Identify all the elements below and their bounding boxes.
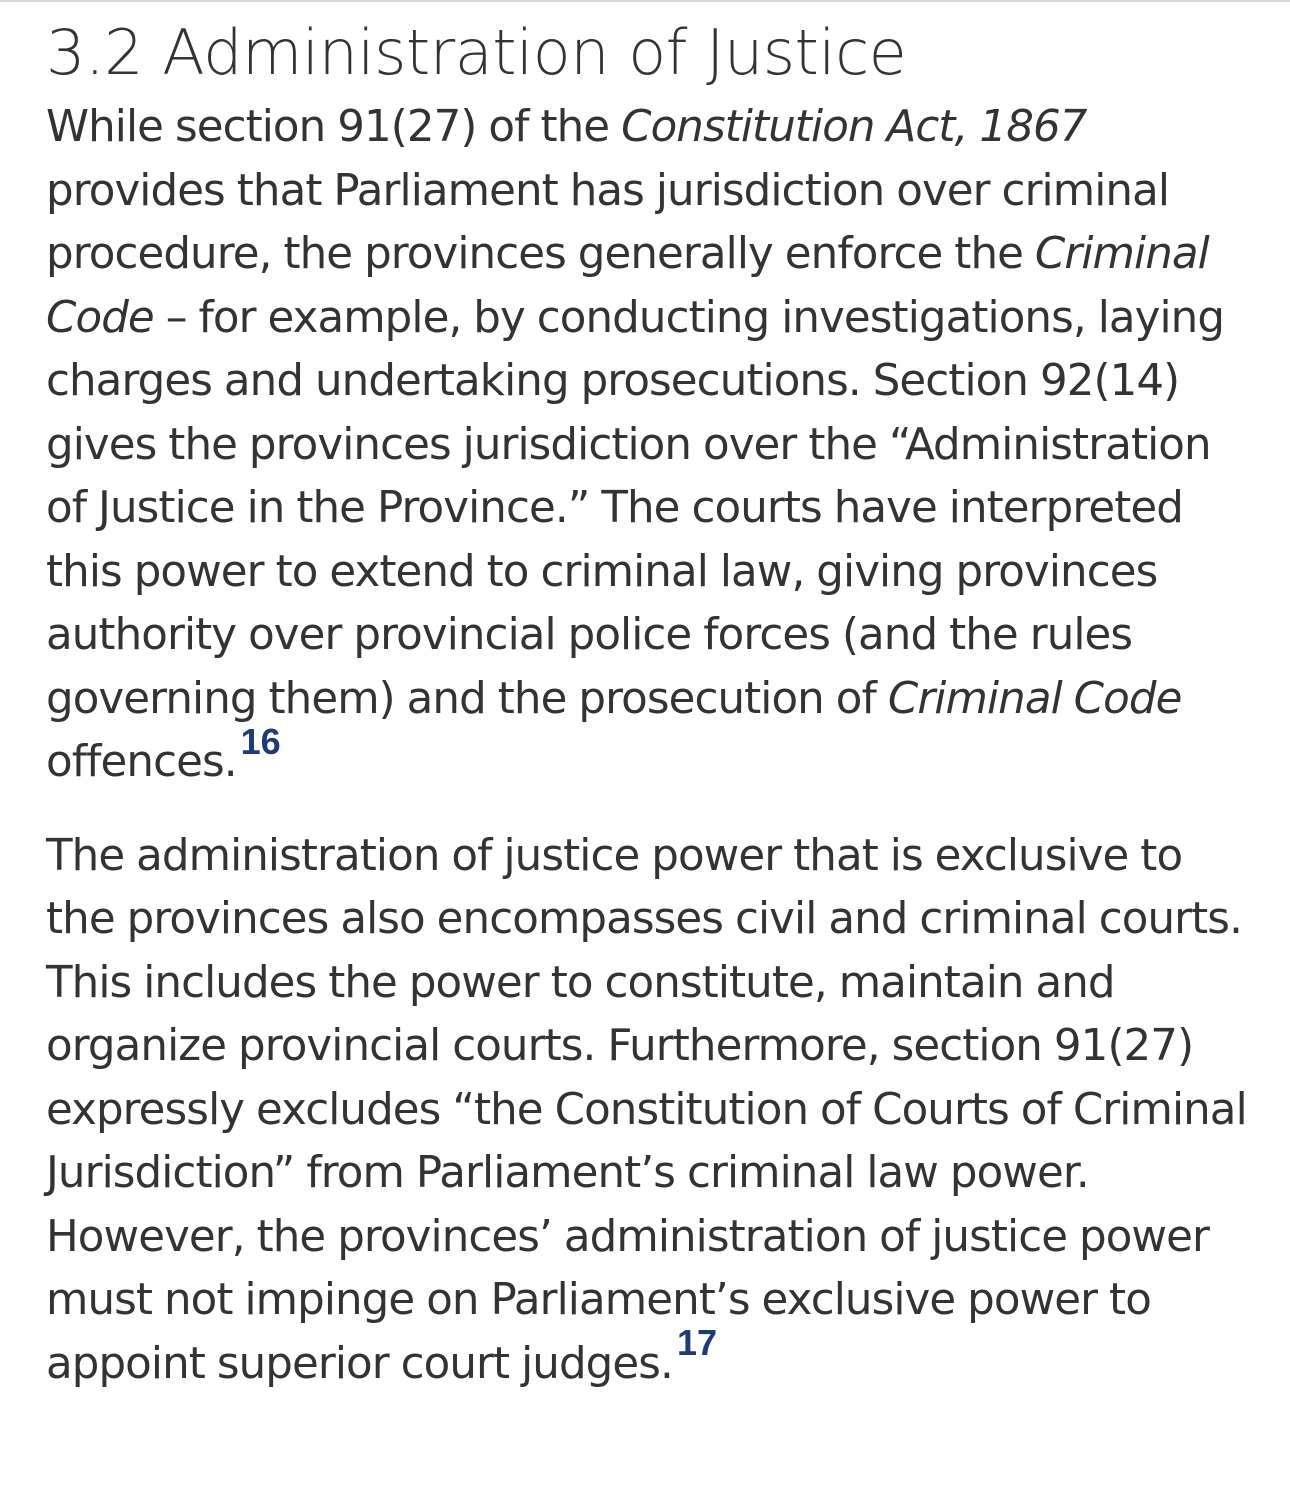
article-section — [46, 14, 1261, 1396]
paragraph-2-text: The administration of justice power that is exclusive to the provinces also encompasses civil and criminal courts. This includes the power to constitute, maintain and organize provincial courts. Furthermore, section 91(27) expressly excludes “the Constitution of Courts of Criminal Jurisdiction” from Parliament’s criminal law power. However, the provinces’ administration of justice power must not impinge on Parliament’s exclusive power to appoint superior court judges. — [46, 830, 1247, 1389]
paragraph-1-text-b: provides that Parliament has jurisdiction over criminal procedure, the provinces generally enforce the — [46, 165, 1170, 279]
act-title: Constitution Act, 1867 — [621, 102, 1087, 152]
criminal-code-title: Criminal Code — [46, 229, 1209, 343]
criminal-code-title-2: Criminal Code — [887, 673, 1182, 724]
paragraph-1-text-c: – for example, by conducting investigations, laying charges and undertaking prosecutions. Section 92(14) gives the provinces jurisdiction over the “Administration of Justice in the Province.” The courts have interpreted this power to extend to criminal law, giving provinces authority over provincial police forces (and the rules governing them) and the prosecution of — [46, 292, 1225, 724]
section-heading: 3.2 Administration of Justice — [46, 16, 907, 89]
footnote-link-16[interactable]: 16 — [240, 720, 281, 762]
footnote-link-17[interactable]: 17 — [676, 1322, 717, 1364]
paragraph-1 — [46, 96, 1261, 795]
top-divider — [0, 0, 1290, 2]
paragraph-1-text-a: While section 91(27) of the — [46, 102, 622, 152]
paragraph-2 — [46, 825, 1261, 1397]
paragraph-1-text-d: offences. — [46, 737, 237, 787]
